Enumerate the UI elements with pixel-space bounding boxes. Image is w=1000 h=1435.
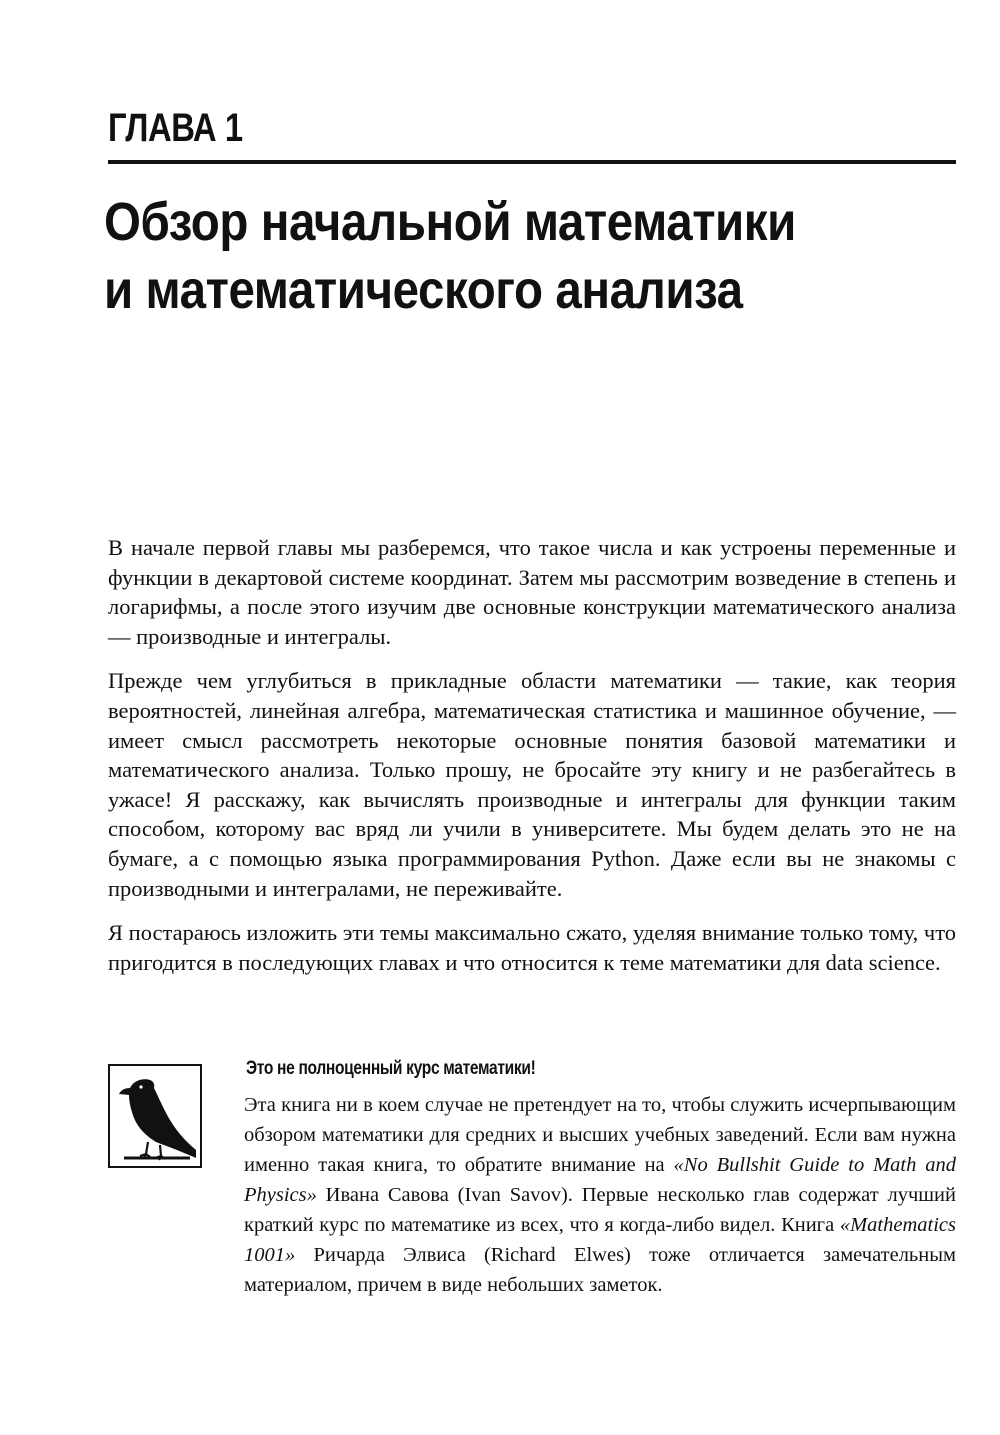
chapter-intro — [108, 533, 956, 992]
intro-paragraph-2: Прежде чем углубиться в прикладные области математики — такие, как теория вероятностей, линейная алгебра, математическая статистика и машинное обучение, — имеет смысл рассмотреть некоторые основные понятия базовой математики и математического анализа. Только прошу, не бросайте эту книгу и не разбегайтесь в ужасе! Я расскажу, как вычислять производные и интегралы для функции таким способом, которому вас вряд ли учили в университете. Мы будем делать это не на бумаге, а с помощью языка программирования Python. Даже если вы не знакомы с производными и интегралами, не переживайте. — [108, 668, 956, 901]
crow-icon — [108, 1064, 202, 1168]
chapter-label: ГЛАВА 1 — [108, 106, 243, 150]
book-title-mathematics-1001: «Mathematics 1001» — [244, 1214, 956, 1266]
note-text — [244, 1090, 956, 1300]
book-title-no-bullshit: «No Bullshit Guide to Math and Physics» — [244, 1154, 956, 1206]
intro-paragraph-1: В начале первой главы мы разберемся, что такое числа и как устроены переменные и функции в декартовой системе координат. Затем мы рассмотрим возведение в степень и логарифмы, а после этого изучим две основные конструкции математического анализа — производные и интегралы. — [108, 535, 956, 649]
note-text-part-3: Ричарда Элвиса (Richard Elwes) тоже отличается замечательным материалом, причем в виде небольших заметок. — [244, 1244, 956, 1296]
chapter-title-line-1: Обзор начальной математики — [104, 192, 796, 252]
note-box — [108, 1050, 956, 1350]
chapter-divider — [108, 160, 956, 164]
chapter-title — [104, 188, 984, 324]
note-text-part-1: Эта книга ни в коем случае не претендует на то, чтобы служить исчерпывающим обзором математики для средних и высших учебных заведений. Если вам нужна именно такая книга, то обратите внимание на — [244, 1094, 956, 1176]
chapter-title-line-2: и математического анализа — [104, 260, 743, 320]
note-text-part-2: Ивана Савова (Ivan Savov). Первые несколько глав содержат лучший краткий курс по математике из всех, что я когда-либо видел. Книга — [244, 1184, 956, 1236]
note-title: Это не полноценный курс математики! — [246, 1058, 536, 1079]
intro-paragraph-3: Я постараюсь изложить эти темы максимально сжато, уделяя внимание только тому, что пригодится в последующих главах и что относится к теме математики для data science. — [108, 920, 956, 975]
